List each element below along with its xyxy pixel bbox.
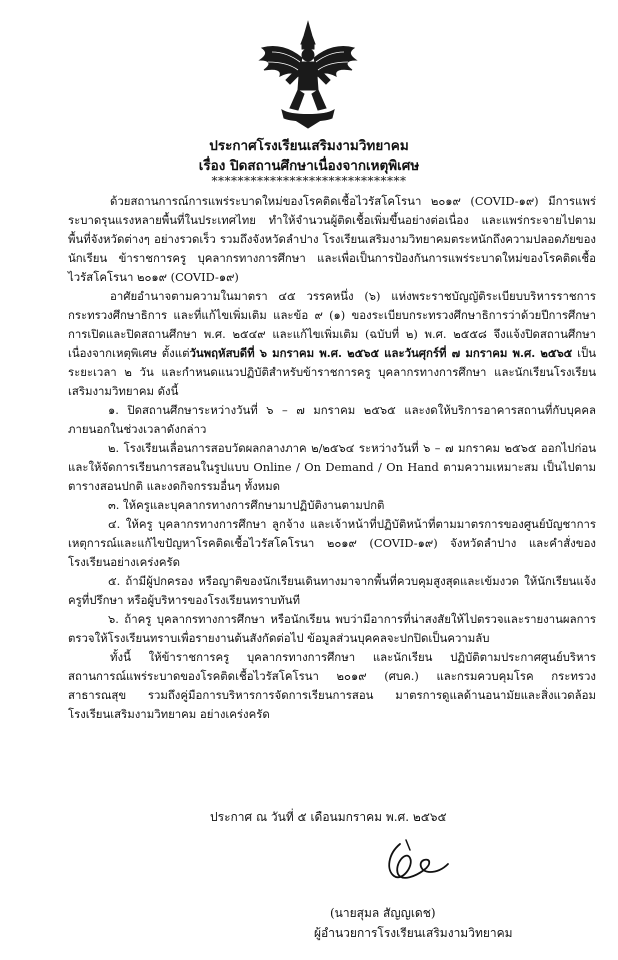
closure-dates: วันพฤหัสบดีที่ ๖ มกราคม พ.ศ. ๒๕๖๕ และวันศุกร์ที่ ๗ มกราคม พ.ศ. ๒๕๖๕ [189,346,573,360]
list-item: ๖. ถ้าครู บุคลากรทางการศึกษา หรือนักเรียน พบว่ามีอาการที่น่าสงสัยให้ไปตรวจและรายงานผลการตรวจให้โรงเรียนทราบเพื่อรายงานต้นสังกัดต่อไป ข้อมูลส่วนบุคคลจะปกปิดเป็นความลับ [68,612,596,645]
announcement-title: ประกาศโรงเรียนเสริมงามวิทยาคม [209,138,409,154]
list-item: ๓. ให้ครูและบุคลากรทางการศึกษามาปฏิบัติงานตามปกติ [108,498,385,512]
authority-tail: เป็นระยะเวลา ๒ วัน และกำหนดแนวปฏิบัติสำหรับข้าราชการครู บุคลากรทางการศึกษา และนักเรียนโรงเรียนเสริมงามวิทยาคม ดังนี้ [68,346,596,398]
list-item: ๒. โรงเรียนเลื่อนการสอบวัดผลกลางภาค ๒/๒๕๖๔ ระหว่างวันที่ ๖ – ๗ มกราคม ๒๕๖๕ ออกไปก่อนและให้จัดการเรียนการสอนในรูปแบบ Online / On Demand / On Hand ตามความเหมาะสม เป็นไปตามตารางสอนปกติ และงดกิจกรรมอื่นๆ ทั้งหมด [68,441,596,493]
paragraph-situation: ด้วยสถานการณ์การแพร่ระบาดใหม่ของโรคติดเชื้อไวรัสโคโรนา ๒๐๑๙ (COVID-๑๙) มีการแพร่ระบาดรุนแรงหลายพื้นที่ในประเทศไทย ทำให้จำนวนผู้ติดเชื้อเพิ่มขึ้นอย่างต่อเนื่อง และแพร่กระจายไปตามพื้นที่จังหวัดต่างๆ อย่างรวดเร็ว รวมถึงจังหวัดลำปาง โรงเรียนเสริมงามวิทยาคมตระหนักถึงความปลอดภัยของนักเรียน ข้าราชการครู บุคลากรทางการศึกษา และเพื่อเป็นการป้องกันการแพร่ระบาดใหม่ของโรคติดเชื้อไวรัสโคโรนา ๒๐๑๙ (COVID-๑๙) [68,194,596,284]
signer-position: ผู้อำนวยการโรงเรียนเสริมงามวิทยาคม [314,926,513,940]
garuda-emblem-icon [252,18,364,130]
paragraph-authority [68,287,596,401]
announcement-subject: เรื่อง ปิดสถานศึกษาเนื่องจากเหตุพิเศษ [198,158,420,174]
list-item: ๔. ให้ครู บุคลากรทางการศึกษา ลูกจ้าง และเจ้าหน้าที่ปฏิบัติหน้าที่ตามมาตรการของศูนย์บัญชาการเหตุการณ์และแก้ไขปัญหาโรคติดเชื้อไวรัสโคโรนา ๒๐๑๙ (COVID-๑๙) จังหวัดลำปาง และคำสั่งของโรงเรียนอย่างเคร่งครัด [68,517,596,569]
list-item: ๑. ปิดสถานศึกษาระหว่างวันที่ ๖ – ๗ มกราคม ๒๕๖๕ และงดให้บริการอาคารสถานที่กับบุคคลภายนอกในช่วงเวลาดังกล่าว [68,403,596,436]
announcement-body [68,192,596,724]
signer-name: (นายสุมล สัญญเดช) [330,906,436,920]
handwritten-signature-icon [380,836,450,888]
list-item: ๕. ถ้ามีผู้ปกครอง หรือญาติของนักเรียนเดินทางมาจากพื้นที่ควบคุมสูงสุดและเข้มงวด ให้นักเรียนแจ้งครูที่ปรึกษา หรือผู้บริหารของโรงเรียนทราบทันที [68,574,596,607]
star-divider: ****************************** [211,174,407,188]
paragraph-closing: ทั้งนี้ ให้ข้าราชการครู บุคลากรทางการศึกษา และนักเรียน ปฏิบัติตามประกาศศูนย์บริหารสถานการณ์แพร่ระบาดของโรคติดเชื้อไวรัสโคโรนา ๒๐๑๙ (ศบค.) และกรมควบคุมโรค กระทรวงสาธารณสุข รวมถึงคู่มือการบริหารการจัดการเรียนการสอน มาตรการดูแลด้านอนามัยและสิ่งแวดล้อม โรงเรียนเสริมงามวิทยาคม อย่างเคร่งครัด [68,650,596,721]
announcement-date: ประกาศ ณ วันที่ ๕ เดือนมกราคม พ.ศ. ๒๕๖๕ [210,810,447,824]
authority-text: อาศัยอำนาจตามความในมาตรา ๔๕ วรรคหนึ่ง (๖) แห่งพระราชบัญญัติระเบียบบริหารราชการกระทรวงศึกษาธิการ และที่แก้ไขเพิ่มเติม และข้อ ๙ (๑) ของระเบียบกระทรวงศึกษาธิการว่าด้วยปีการศึกษา การเปิดและปิดสถานศึกษา พ.ศ. ๒๕๔๙ และแก้ไขเพิ่มเติม (ฉบับที่ ๒) พ.ศ. ๒๕๕๘ จึงแจ้งปิดสถานศึกษาเนื่องจากเหตุพิเศษ ตั้งแต่ [68,289,596,360]
